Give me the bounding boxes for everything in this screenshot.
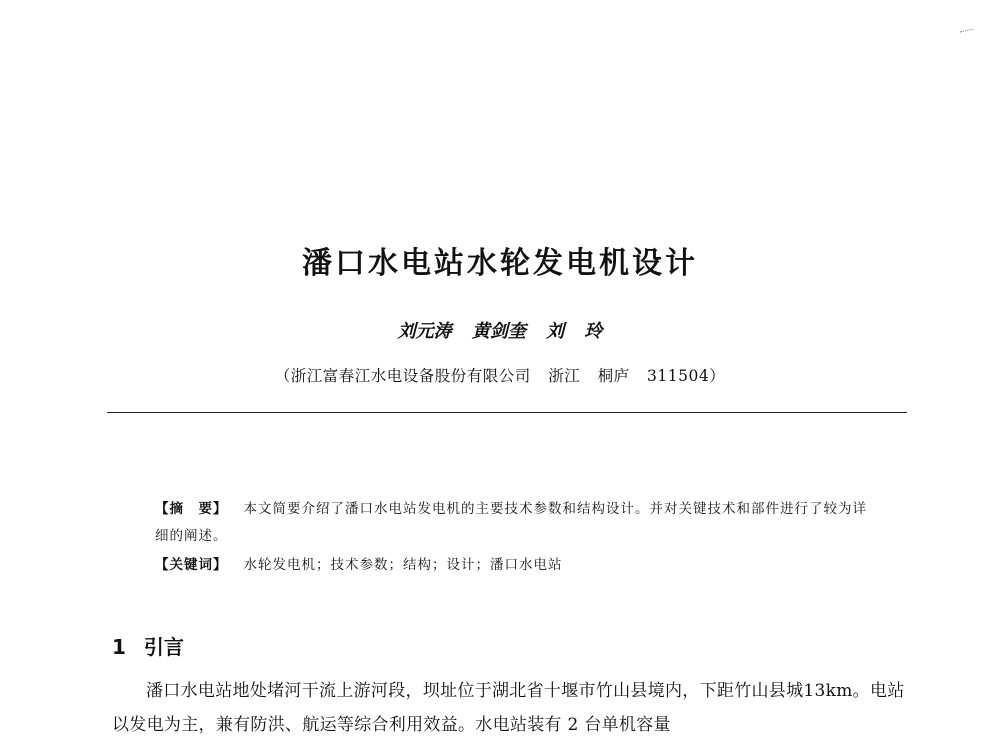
author-list: 刘元涛 黄剑奎 刘 玲 [397, 321, 603, 342]
keywords-block [155, 553, 870, 573]
section-heading-introduction [112, 631, 184, 660]
section-body-paragraph: 潘口水电站地处堵河干流上游河段，坝址位于湖北省十堰市竹山县境内，下距竹山县城13km。电站以发电为主，兼有防洪、航运等综合利用效益。水电站装有 2 台单机容量 [112, 681, 905, 735]
section-number: 1 [112, 635, 126, 659]
abstract-label: 【摘 要】 [155, 501, 228, 517]
paper-title: 潘口水电站水轮发电机设计 [302, 246, 698, 281]
abstract-block [155, 496, 870, 550]
section-title: 引言 [143, 635, 184, 659]
scan-mark [960, 29, 974, 35]
keywords-label: 【关键词】 [155, 557, 228, 573]
keywords-text: 水轮发电机；技术参数；结构；设计；潘口水电站 [243, 557, 563, 573]
header-divider [107, 412, 907, 413]
author-affiliation: （浙江富春江水电设备股份有限公司 浙江 桐庐 311504） [274, 367, 726, 385]
abstract-text: 本文简要介绍了潘口水电站发电机的主要技术参数和结构设计。并对关键技术和部件进行了较为详细的阐述。 [155, 501, 867, 544]
